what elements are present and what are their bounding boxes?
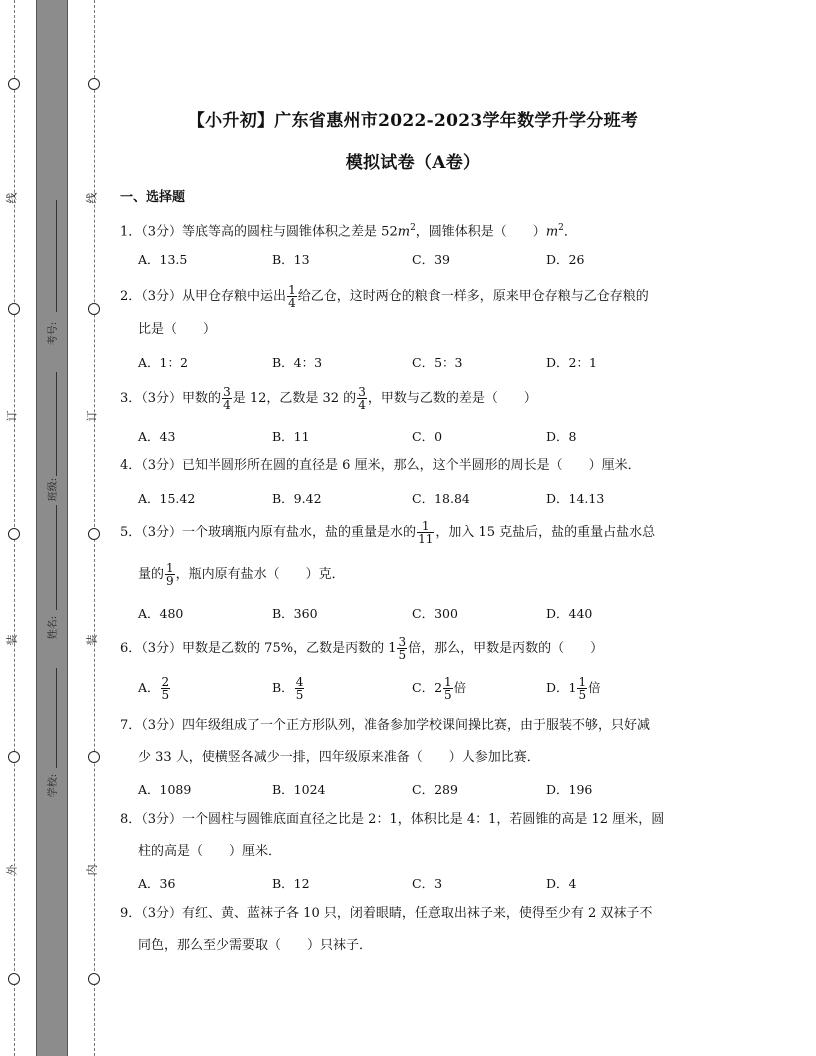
option-b[interactable]: B．13 xyxy=(272,252,310,267)
option-b[interactable]: B．12 xyxy=(272,876,310,891)
outer-mark-ding: 订 xyxy=(5,410,19,422)
fraction: $\frac{2}{5}$ xyxy=(161,675,170,702)
option-b[interactable]: B．360 xyxy=(272,606,318,621)
question-8-options xyxy=(138,874,698,898)
option-b[interactable]: B．9.42 xyxy=(272,491,322,506)
option-c[interactable]: C．2 $\frac{1}{5}$ 倍 xyxy=(412,675,467,702)
question-5-options xyxy=(138,604,698,628)
option-b[interactable]: B． $\frac{4}{5}$ xyxy=(272,675,304,702)
fraction: $\frac{1}{5}$ xyxy=(578,675,587,702)
binding-hole-icon xyxy=(88,78,100,90)
exam-number-line xyxy=(56,200,57,312)
question-2-line2: 比是（ ） xyxy=(138,322,217,337)
binding-hole-icon xyxy=(88,973,100,985)
school-label: 学校: xyxy=(48,773,60,798)
question-5: 5．（3分）一个玻璃瓶内原有盐水，盐的重量是水的 $\frac{1}{11}$ ，加入 15 克盐后，盐的重量占盐水总 xyxy=(120,519,656,546)
question-4: 4．（3分）已知半圆形所在圆的直径是 6 厘米，那么，这个半圆形的周长是（ ）厘米． xyxy=(120,458,641,473)
class-label: 班级: xyxy=(48,477,60,502)
option-a[interactable]: A．36 xyxy=(138,876,176,891)
binding-hole-icon xyxy=(8,751,20,763)
inner-mark-zhuang: 装 xyxy=(85,634,99,646)
fraction: $\frac{1}{9}$ xyxy=(166,561,174,588)
class-line xyxy=(56,372,57,476)
fraction: $\frac{1}{4}$ xyxy=(288,283,296,310)
doc-title-line1: 【小升初】广东省惠州市2022-2023学年数学升学分班考 xyxy=(187,111,639,131)
question-7-options xyxy=(138,780,698,804)
fraction: $\frac{1}{5}$ xyxy=(444,675,452,702)
option-a[interactable]: A．13.5 xyxy=(138,252,188,267)
option-d[interactable]: D．26 xyxy=(546,252,585,267)
option-d[interactable]: D．14.13 xyxy=(546,491,605,506)
option-b[interactable]: B．11 xyxy=(272,429,310,444)
fraction: $\frac{4}{5}$ xyxy=(295,675,304,702)
inner-mark-ding: 订 xyxy=(85,410,99,422)
option-d[interactable]: D．8 xyxy=(546,429,577,444)
gutter-gray-band xyxy=(36,0,68,1056)
option-c[interactable]: C．5：3 xyxy=(412,355,463,370)
question-5-line2: 量的 $\frac{1}{9}$ ，瓶内原有盐水（ ）克． xyxy=(138,561,345,588)
binding-hole-icon xyxy=(8,78,20,90)
option-b[interactable]: B．1024 xyxy=(272,782,326,797)
option-d[interactable]: D．440 xyxy=(546,606,593,621)
binding-hole-icon xyxy=(8,303,20,315)
school-line xyxy=(56,668,57,768)
inner-mark-nei: 内 xyxy=(85,864,99,876)
option-a[interactable]: A．1：2 xyxy=(138,355,188,370)
question-8-line2: 柱的高是（ ）厘米． xyxy=(138,844,282,859)
name-label: 姓名: xyxy=(48,615,60,640)
binding-hole-icon xyxy=(88,751,100,763)
fraction: $\frac{3}{4}$ xyxy=(223,385,231,412)
question-6: 6．（3分）甲数是乙数的 75%，乙数是丙数的 1 $\frac{3}{5}$ 倍，那么，甲数是丙数的（ ） xyxy=(120,635,604,662)
outer-mark-wai: 外 xyxy=(5,864,19,876)
binding-gutter xyxy=(0,0,36,1056)
question-7-line2: 少 33 人，使横竖各减少一排，四年级原来准备（ ）人参加比赛． xyxy=(138,750,540,765)
option-d[interactable]: D．196 xyxy=(546,782,593,797)
inner-mark-xian: 线 xyxy=(85,192,99,204)
outer-mark-xian: 线 xyxy=(5,192,19,204)
option-d[interactable]: D．4 xyxy=(546,876,577,891)
question-9-line2: 同色，那么至少需要取（ ）只袜子． xyxy=(138,938,373,953)
option-c[interactable]: C．300 xyxy=(412,606,458,621)
binding-hole-icon xyxy=(88,303,100,315)
option-a[interactable]: A．15.42 xyxy=(138,491,196,506)
option-a[interactable]: A．43 xyxy=(138,429,176,444)
fraction: $\frac{3}{4}$ xyxy=(358,385,366,412)
option-c[interactable]: C．289 xyxy=(412,782,458,797)
option-c[interactable]: C．3 xyxy=(412,876,443,891)
option-a[interactable]: A． $\frac{2}{5}$ xyxy=(138,675,170,702)
question-3-options xyxy=(138,427,698,451)
binding-hole-icon xyxy=(8,528,20,540)
question-2: 2．（3分）从甲仓存粮中运出 $\frac{1}{4}$ 给乙仓，这时两仓的粮食一样多，原来甲仓存粮与乙仓存粮的 xyxy=(120,283,649,310)
doc-title-line2: 模拟试卷（A卷） xyxy=(345,153,481,173)
binding-hole-icon xyxy=(8,973,20,985)
option-d[interactable]: D．2：1 xyxy=(546,355,597,370)
option-c[interactable]: C．0 xyxy=(412,429,443,444)
option-c[interactable]: C．18.84 xyxy=(412,491,470,506)
fraction: $\frac{1}{11}$ xyxy=(418,519,434,546)
name-line xyxy=(56,505,57,610)
outer-mark-zhuang: 装 xyxy=(5,634,19,646)
fraction: $\frac{3}{5}$ xyxy=(398,635,407,662)
section-heading: 一、选择题 xyxy=(120,190,186,205)
question-8: 8．（3分）一个圆柱与圆锥底面直径之比是 2：1，体积比是 4：1，若圆锥的高是 12 厘米，圆 xyxy=(120,812,665,827)
question-6-options xyxy=(138,676,698,706)
option-a[interactable]: A．480 xyxy=(138,606,184,621)
question-9: 9．（3分）有红、黄、蓝袜子各 10 只，闭着眼睛，任意取出袜子来，使得至少有 2 双袜子不 xyxy=(120,906,653,921)
question-7: 7．（3分）四年级组成了一个正方形队列，准备参加学校课间操比赛，由于服装不够，只好减 xyxy=(120,718,651,733)
question-4-options xyxy=(138,489,698,513)
exam-number-label: 考号: xyxy=(48,321,60,346)
option-b[interactable]: B．4：3 xyxy=(272,355,323,370)
binding-hole-icon xyxy=(88,528,100,540)
option-c[interactable]: C．39 xyxy=(412,252,450,267)
question-1: 1．（3分）等底等高的圆柱与圆锥体积之差是 $52m^2$，圆锥体积是（ ）$m^2$． xyxy=(120,223,577,240)
option-d[interactable]: D．1 $\frac{1}{5}$ 倍 xyxy=(546,675,601,702)
question-3: 3．（3分）甲数的 $\frac{3}{4}$ 是 12，乙数是 32 的 $\frac{3}{4}$ ，甲数与乙数的差是（ ） xyxy=(120,385,537,412)
question-2-options xyxy=(138,353,698,377)
question-1-options xyxy=(138,250,698,274)
option-a[interactable]: A．1089 xyxy=(138,782,192,797)
